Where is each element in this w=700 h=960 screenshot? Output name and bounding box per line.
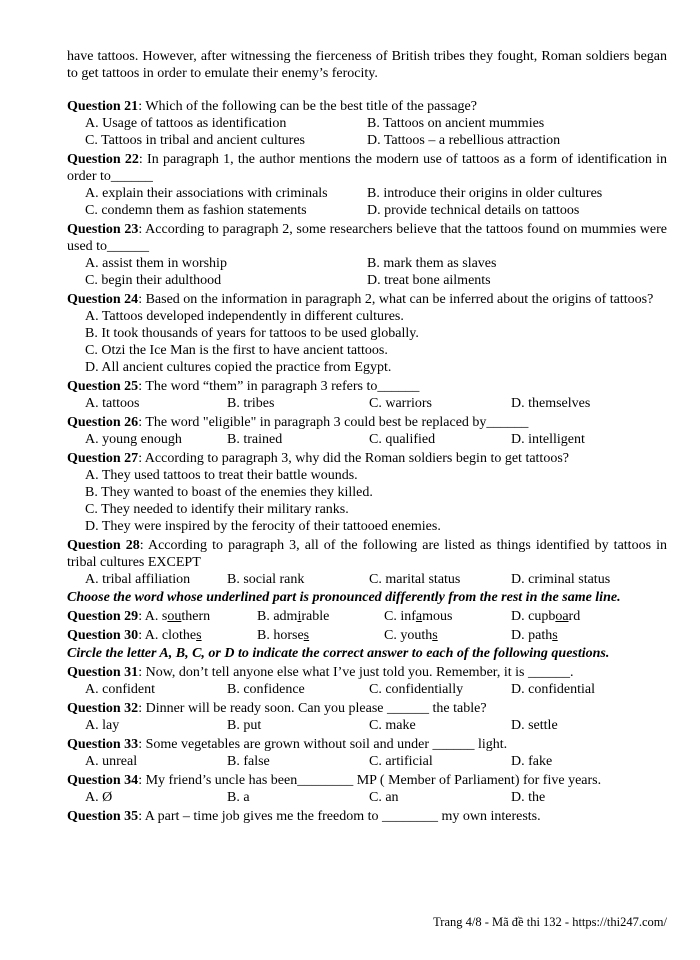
question-27 (67, 450, 667, 535)
question-text: : A part – time job gives me the freedom to ________ my own interests. (138, 809, 541, 824)
question-31 (67, 664, 667, 698)
option-a[interactable]: A. explain their associations with criminals (85, 186, 328, 201)
option-b[interactable]: B. It took thousands of years for tattoos to be used globally. (85, 326, 419, 341)
option-a[interactable]: A. tribal affiliation (85, 572, 191, 587)
question-number: Question 31 (67, 665, 139, 680)
option-a[interactable]: A. Tattoos developed independently in different cultures. (85, 309, 404, 324)
option-d[interactable]: D. cupboard (511, 609, 581, 624)
option-c[interactable]: C. condemn them as fashion statements (85, 203, 307, 218)
option-a[interactable]: A. lay (85, 718, 120, 733)
option-a[interactable]: A. tattoos (85, 396, 140, 411)
option-b[interactable]: B. put (227, 718, 262, 733)
question-32 (67, 700, 667, 734)
underlined-part: s (196, 628, 202, 643)
question-number: Question 27 (67, 451, 139, 466)
question-21 (67, 98, 667, 149)
option-c[interactable]: C. youths (384, 628, 438, 643)
option-b[interactable]: B. tribes (227, 396, 275, 411)
option-b[interactable]: B. false (227, 754, 270, 769)
question-number: Question 33 (67, 737, 139, 752)
option-b[interactable]: B. a (227, 790, 250, 805)
option-b[interactable]: B. They wanted to boast of the enemies they killed. (85, 485, 373, 500)
question-29 (67, 608, 667, 625)
option-b[interactable]: B. trained (227, 432, 283, 447)
option-c[interactable]: C. begin their adulthood (85, 273, 222, 288)
option-b[interactable]: B. social rank (227, 572, 305, 587)
option-d[interactable]: D. treat bone ailments (367, 273, 491, 288)
option-c[interactable]: C. warriors (369, 396, 432, 411)
option-a[interactable]: A. Ø (85, 790, 113, 805)
option-d[interactable]: D. the (511, 790, 546, 805)
question-text: : The word "eligible" in paragraph 3 could best be replaced by______ (138, 415, 529, 430)
option-d[interactable]: D. All ancient cultures copied the practice from Egypt. (85, 360, 392, 375)
option-c[interactable]: C. make (369, 718, 416, 733)
question-number: Question 22 (67, 152, 139, 167)
option-a[interactable]: A. assist them in worship (85, 256, 227, 271)
question-number: Question 26 (67, 415, 139, 430)
question-33 (67, 736, 667, 770)
option-c[interactable]: C. confidentially (369, 682, 464, 697)
page-footer: Trang 4/8 - Mã đề thi 132 - https://thi247.com/ (433, 915, 667, 929)
question-text: : The word “them” in paragraph 3 refers to______ (138, 379, 420, 394)
question-number: Question 25 (67, 379, 139, 394)
option-d[interactable]: D. They were inspired by the ferocity of their tattooed enemies. (85, 519, 441, 534)
option-d[interactable]: D. paths (511, 628, 558, 643)
question-34 (67, 772, 667, 806)
option-c[interactable]: C. Otzi the Ice Man is the first to have ancient tattoos. (85, 343, 388, 358)
option-a[interactable]: A. They used tattoos to treat their battle wounds. (85, 468, 358, 483)
question-text: : Based on the information in paragraph 2, what can be inferred about the origins of tattoos? (138, 292, 654, 307)
question-number: Question 30 (67, 628, 139, 643)
question-text: : Some vegetables are grown without soil and under ______ light. (138, 737, 508, 752)
passage-end: have tattoos. However, after witnessing the fierceness of British tribes they fought, Roman soldiers began to get tattoos in order to emulate their enemy’s ferocity. (67, 49, 667, 81)
option-d[interactable]: D. provide technical details on tattoos (367, 203, 580, 218)
option-c[interactable]: C. artificial (369, 754, 433, 769)
option-b[interactable]: B. introduce their origins in older cultures (367, 186, 603, 201)
question-number: Question 21 (67, 99, 139, 114)
option-a[interactable]: : A. clothes (138, 628, 202, 643)
option-d[interactable]: D. criminal status (511, 572, 611, 587)
question-text: : According to paragraph 3, why did the Roman soldiers begin to get tattoos? (138, 451, 569, 466)
question-text: : Which of the following can be the best title of the passage? (138, 99, 477, 114)
question-number: Question 23 (67, 222, 139, 237)
option-c[interactable]: C. infamous (384, 609, 453, 624)
question-number: Question 32 (67, 701, 139, 716)
underlined-part: s (432, 628, 438, 643)
option-c[interactable]: C. qualified (369, 432, 436, 447)
question-text: : According to paragraph 2, some researchers believe that the tattoos found on mummies were used to______ (67, 222, 667, 254)
option-c[interactable]: C. marital status (369, 572, 461, 587)
question-number: Question 29 (67, 609, 139, 624)
question-number: Question 34 (67, 773, 139, 788)
underlined-part: ou (167, 609, 182, 624)
question-22 (67, 151, 667, 219)
question-25 (67, 378, 667, 412)
underlined-part: a (415, 609, 423, 624)
option-c[interactable]: C. an (369, 790, 399, 805)
question-text: : Dinner will be ready soon. Can you please ______ the table? (138, 701, 487, 716)
underlined-part: s (303, 628, 310, 643)
option-b[interactable]: B. confidence (227, 682, 305, 697)
question-23 (67, 221, 667, 289)
question-text: : Now, don’t tell anyone else what I’ve just told you. Remember, it is ______. (138, 665, 574, 680)
question-text: : My friend’s uncle has been________ MP ( Member of Parliament) for five years. (138, 773, 602, 788)
underlined-part: s (552, 628, 558, 643)
option-c[interactable]: C. They needed to identify their military ranks. (85, 502, 349, 517)
question-24 (67, 291, 667, 376)
question-30 (67, 627, 667, 644)
option-d[interactable]: D. intelligent (511, 432, 585, 447)
instruction-multiple-choice: Circle the letter A, B, C, or D to indicate the correct answer to each of the following questions. (67, 646, 610, 661)
option-d[interactable]: D. confidential (511, 682, 595, 697)
option-a[interactable]: A. Usage of tattoos as identification (85, 116, 287, 131)
instruction-pronunciation: Choose the word whose underlined part is pronounced differently from the rest in the same line. (67, 590, 621, 605)
option-d[interactable]: D. Tattoos – a rebellious attraction (367, 133, 561, 148)
question-number: Question 35 (67, 809, 139, 824)
option-b[interactable]: B. Tattoos on ancient mummies (367, 116, 545, 131)
underlined-part: oa (555, 609, 569, 624)
question-text: : In paragraph 1, the author mentions the modern use of tattoos as a form of identification in order to______ (67, 152, 667, 184)
option-c[interactable]: C. Tattoos in tribal and ancient cultures (85, 133, 305, 148)
question-number: Question 24 (67, 292, 139, 307)
option-a[interactable]: : A. southern (138, 609, 211, 624)
question-26 (67, 414, 667, 448)
option-b[interactable]: B. horses (257, 628, 310, 643)
option-a[interactable]: A. confident (85, 682, 155, 697)
option-d[interactable]: D. settle (511, 718, 558, 733)
option-b[interactable]: B. mark them as slaves (367, 256, 497, 271)
underlined-part: i (297, 609, 302, 624)
option-b[interactable]: B. admirable (257, 609, 330, 624)
question-28 (67, 537, 667, 588)
question-number: Question 28 (67, 538, 140, 553)
option-d[interactable]: D. themselves (511, 396, 591, 411)
page-content (67, 48, 667, 825)
option-d[interactable]: D. fake (511, 754, 553, 769)
question-text: : According to paragraph 3, all of the following are listed as things identified by tattoos in tribal cultures EXCEPT (67, 538, 667, 570)
option-a[interactable]: A. young enough (85, 432, 182, 447)
option-a[interactable]: A. unreal (85, 754, 138, 769)
question-35 (67, 808, 667, 825)
